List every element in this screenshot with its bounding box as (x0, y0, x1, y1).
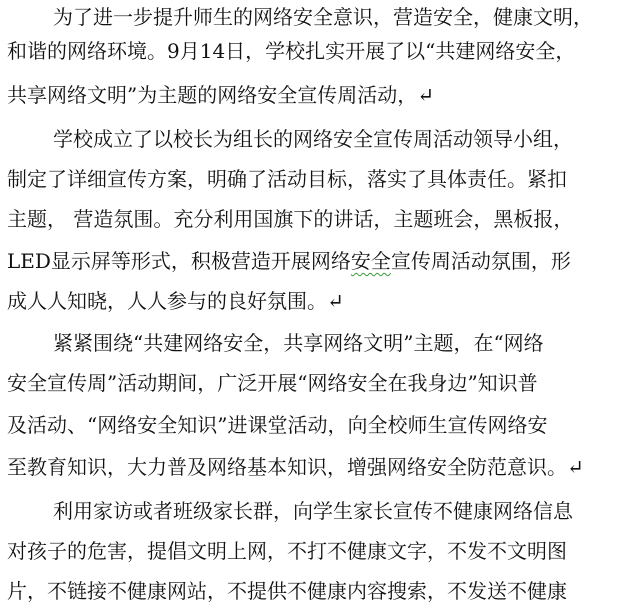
paragraph-1-line-2: 和谐的网络环境。9月14日，学校扎实开展了以“共建网络安全， (7, 39, 576, 63)
paragraph-4-line-2: 对孩子的危害，提倡文明上网，不打不健康文字，不发不文明图 (7, 539, 567, 563)
paragraph-2-line-3: 主题， 营造氛围。充分利用国旗下的讲话，主题班会，黑板报， (7, 207, 574, 231)
paragraph-2-line-2: 制定了详细宣传方案，明确了活动目标，落实了具体责任。紧扣 (7, 167, 567, 191)
paragraph-4-line-3 (0, 574, 617, 602)
line-text-part: 接不健康网站，不提供不健康内容搜索，不发送不健康 (87, 579, 567, 602)
grammar-squiggle-word: 安全 (350, 249, 391, 273)
paragraph-3-line-4: 至教育知识，大力普及网络基本知识，增强网络安全防范意识。↵ (7, 455, 584, 479)
paragraph-4-line-1: 利用家访或者班级家长群，向学生家长宣传不健康网络信息 (53, 499, 573, 523)
paragraph-1-line-1: 为了进一步提升师生的网络安全意识，营造安全，健康文明， (53, 5, 593, 29)
line-text-part: LED显示屏等形式，积极营造开展网络 (7, 249, 351, 273)
paragraph-3-line-2: 安全宣传周”活动期间，广泛开展“网络安全在我身边”知识普 (7, 371, 538, 395)
spelling-squiggle-word: 不链 (47, 579, 87, 602)
paragraph-3-line-1: 紧紧围绕“共建网络安全，共享网络文明”主题，在“网络 (53, 331, 544, 355)
paragraph-3-line-3: 及活动、“网络安全知识”进课堂活动，向全校师生宣传网络安 (7, 413, 548, 437)
paragraph-1-line-3: 共享网络文明”为主题的网络安全宣传周活动，↵ (7, 83, 434, 107)
paragraph-2-line-4 (0, 244, 617, 278)
line-text-part: 片， (7, 579, 47, 602)
paragraph-2-line-1: 学校成立了以校长为组长的网络安全宣传周活动领导小组， (53, 127, 573, 151)
paragraph-2-line-5: 成人人知晓，人人参与的良好氛围。↵ (7, 289, 344, 313)
line-text-part: 宣传周活动氛围，形 (390, 249, 571, 273)
